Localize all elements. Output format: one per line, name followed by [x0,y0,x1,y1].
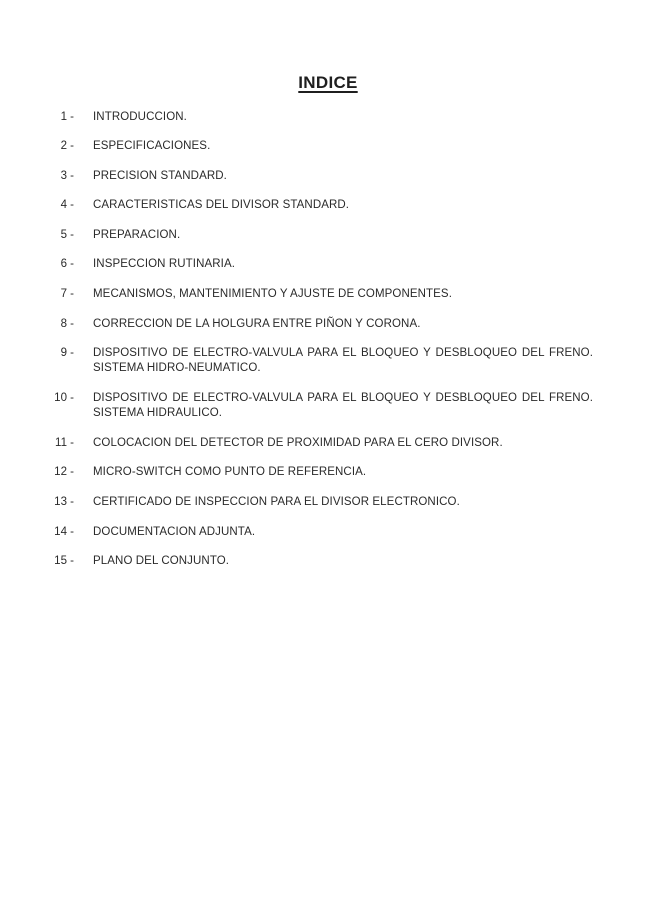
toc-entry-number: 1 - [60,111,74,123]
toc-entry-title: PREPARACION. [93,229,181,241]
toc-entry-number: 3 - [60,170,74,182]
toc-entry-title: DISPOSITIVO DE ELECTRO-VALVULA PARA EL BLOQUEO Y DESBLOQUEO DEL FRENO. SISTEMA HIDRO-NEUMATICO. [93,347,593,374]
toc-entry-title: DISPOSITIVO DE ELECTRO-VALVULA PARA EL BLOQUEO Y DESBLOQUEO DEL FRENO. SISTEMA HIDRAULICO. [93,392,593,419]
toc-entry-number: 5 - [60,229,74,241]
toc-entry-title: ESPECIFICACIONES. [93,140,211,152]
toc-entry-title: PRECISION STANDARD. [93,170,227,182]
toc-entry-title: COLOCACION DEL DETECTOR DE PROXIMIDAD PARA EL CERO DIVISOR. [93,437,503,449]
toc-entry-number: 14 - [54,526,74,538]
toc-entry-number: 11 - [55,437,74,449]
page-title [0,73,656,93]
toc-entry-title: MICRO-SWITCH COMO PUNTO DE REFERENCIA. [93,466,367,478]
toc-entry-number: 10 - [54,392,74,404]
toc-entry-number: 2 - [60,140,74,152]
page-title-text: INDICE [298,73,358,92]
toc-entry-title: CARACTERISTICAS DEL DIVISOR STANDARD. [93,199,350,211]
toc-entry-number: 4 - [60,199,74,211]
toc-entry-number: 9 - [60,347,74,359]
toc-entry-number: 7 - [60,288,74,300]
toc-entry-title: CORRECCION DE LA HOLGURA ENTRE PIÑON Y CORONA. [93,318,421,330]
toc-entry-number: 6 - [60,258,74,270]
toc-entry-title: PLANO DEL CONJUNTO. [93,555,230,567]
toc-entry-title: INTRODUCCION. [93,111,187,123]
toc-entry-number: 8 - [60,318,74,330]
toc-entry-number: 12 - [54,466,74,478]
toc-entry-title: DOCUMENTACION ADJUNTA. [93,526,256,538]
toc-entry-number: 13 - [54,496,74,508]
toc-entry-number: 15 - [54,555,74,567]
toc-entry-title: INSPECCION RUTINARIA. [93,258,236,270]
toc-entry-title: MECANISMOS, MANTENIMIENTO Y AJUSTE DE COMPONENTES. [93,288,452,300]
toc-entry-title: CERTIFICADO DE INSPECCION PARA EL DIVISOR ELECTRONICO. [93,496,460,508]
